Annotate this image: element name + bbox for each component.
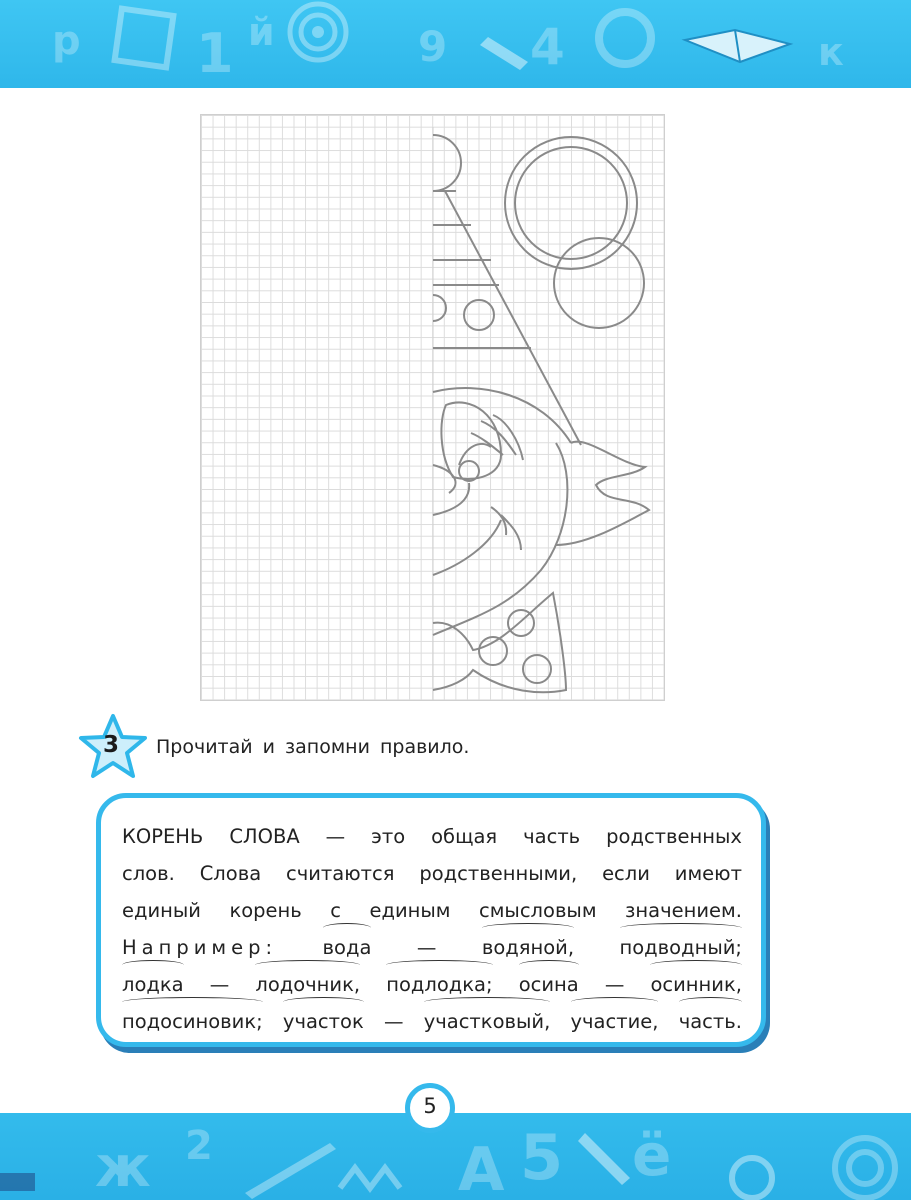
roof-slope-line (445, 191, 581, 445)
word: СЛОВА (229, 825, 300, 848)
example-word-root-marked: участие, (571, 1003, 659, 1040)
word: КОРЕНЬ (122, 825, 204, 848)
word: значением. (625, 899, 742, 922)
example-word-root-marked: подлодка; (386, 966, 492, 1003)
rule-line-6 (122, 1003, 742, 1040)
tower-half-circle (433, 135, 461, 191)
word: смысловым (479, 899, 597, 922)
header-letter-r: р (52, 18, 81, 64)
word: — (604, 973, 625, 996)
word: часть (523, 825, 581, 848)
word: единым (369, 899, 451, 922)
word: общая (431, 825, 498, 848)
page-number: 5 (423, 1094, 437, 1118)
window-circle (464, 300, 494, 330)
header-letter-k: к (818, 30, 844, 74)
example-word-root-marked: осина (519, 966, 579, 1003)
word: с (330, 899, 342, 922)
task-instruction: Прочитай и запомни правило. (156, 736, 470, 758)
word: имеют (674, 862, 742, 885)
target-icon (835, 1138, 895, 1198)
word: — (383, 1010, 404, 1033)
word: — (209, 973, 230, 996)
ear-outline (556, 442, 649, 545)
footer-letter-yo: ё (632, 1121, 672, 1189)
header-digit-one: 1 (196, 22, 234, 85)
word: — (325, 825, 346, 848)
head-top-curve (433, 388, 571, 443)
word: — (416, 936, 437, 959)
sun-inner-ring (515, 147, 627, 259)
word: единый (122, 899, 201, 922)
word: корень (229, 899, 302, 922)
word: слов. (122, 862, 175, 885)
word: Слова (199, 862, 262, 885)
footer-band (0, 1113, 911, 1200)
example-word-root-marked: вода (323, 929, 372, 966)
example-word-root-marked: водяной, (482, 929, 574, 966)
polka-dot-1 (508, 610, 534, 636)
mouth-upper (433, 465, 456, 493)
header-decor-shapes (0, 0, 911, 88)
word: если (602, 862, 650, 885)
half-drawing (201, 115, 664, 700)
rule-text (122, 818, 742, 1040)
letter-e-icon (599, 12, 651, 64)
example-word-root-marked: часть. (679, 1003, 742, 1040)
footer-decor-shapes (0, 1113, 911, 1200)
chin-curve (433, 520, 501, 575)
header-digit-nine: 9 (418, 22, 448, 71)
bow-tie-outline (433, 593, 566, 692)
task-number: 3 (102, 732, 119, 758)
pencil-icon (578, 1133, 630, 1185)
header-band (0, 0, 911, 88)
mouth-curve (433, 483, 469, 515)
sun-outer-ring (505, 137, 637, 269)
example-word-root-marked: лодка (122, 966, 184, 1003)
rule-line-1 (122, 818, 742, 855)
pencil-icon (480, 37, 528, 70)
letter-m-icon (340, 1168, 400, 1188)
nose-circle (459, 461, 479, 481)
brush-icon (245, 1143, 336, 1199)
footer-digit-two: 2 (185, 1123, 213, 1169)
word: родственных (606, 825, 742, 848)
cheek-curve (433, 443, 567, 635)
footer-letter-zh: ж (95, 1135, 151, 1200)
word: это (371, 825, 406, 848)
sun-icon (732, 1158, 772, 1198)
square-icon (115, 9, 174, 68)
example-word-root-marked: подводный; (620, 929, 742, 966)
example-word-root-marked: подосиновик; (122, 1003, 263, 1040)
word: считаются (286, 862, 395, 885)
eraser-icon (0, 1173, 35, 1191)
example-word-root-marked: осинник, (650, 966, 741, 1003)
eye-outline (441, 402, 501, 478)
rule-line-2 (122, 855, 742, 892)
word: родственными, (419, 862, 578, 885)
window-half-circle (433, 295, 446, 321)
polka-dot-3 (523, 655, 551, 683)
example-word-root-marked: участок (283, 1003, 364, 1040)
symmetry-drawing-grid (200, 114, 665, 701)
footer-letter-a: А (458, 1135, 505, 1200)
footer-digit-five: 5 (520, 1121, 564, 1194)
example-label: Например: (122, 936, 278, 959)
header-letter-y: й (248, 10, 275, 54)
example-word-root-marked: участковый, (424, 1003, 551, 1040)
example-word-root-marked: лодочник, (255, 966, 360, 1003)
header-digit-four: 4 (530, 18, 565, 76)
